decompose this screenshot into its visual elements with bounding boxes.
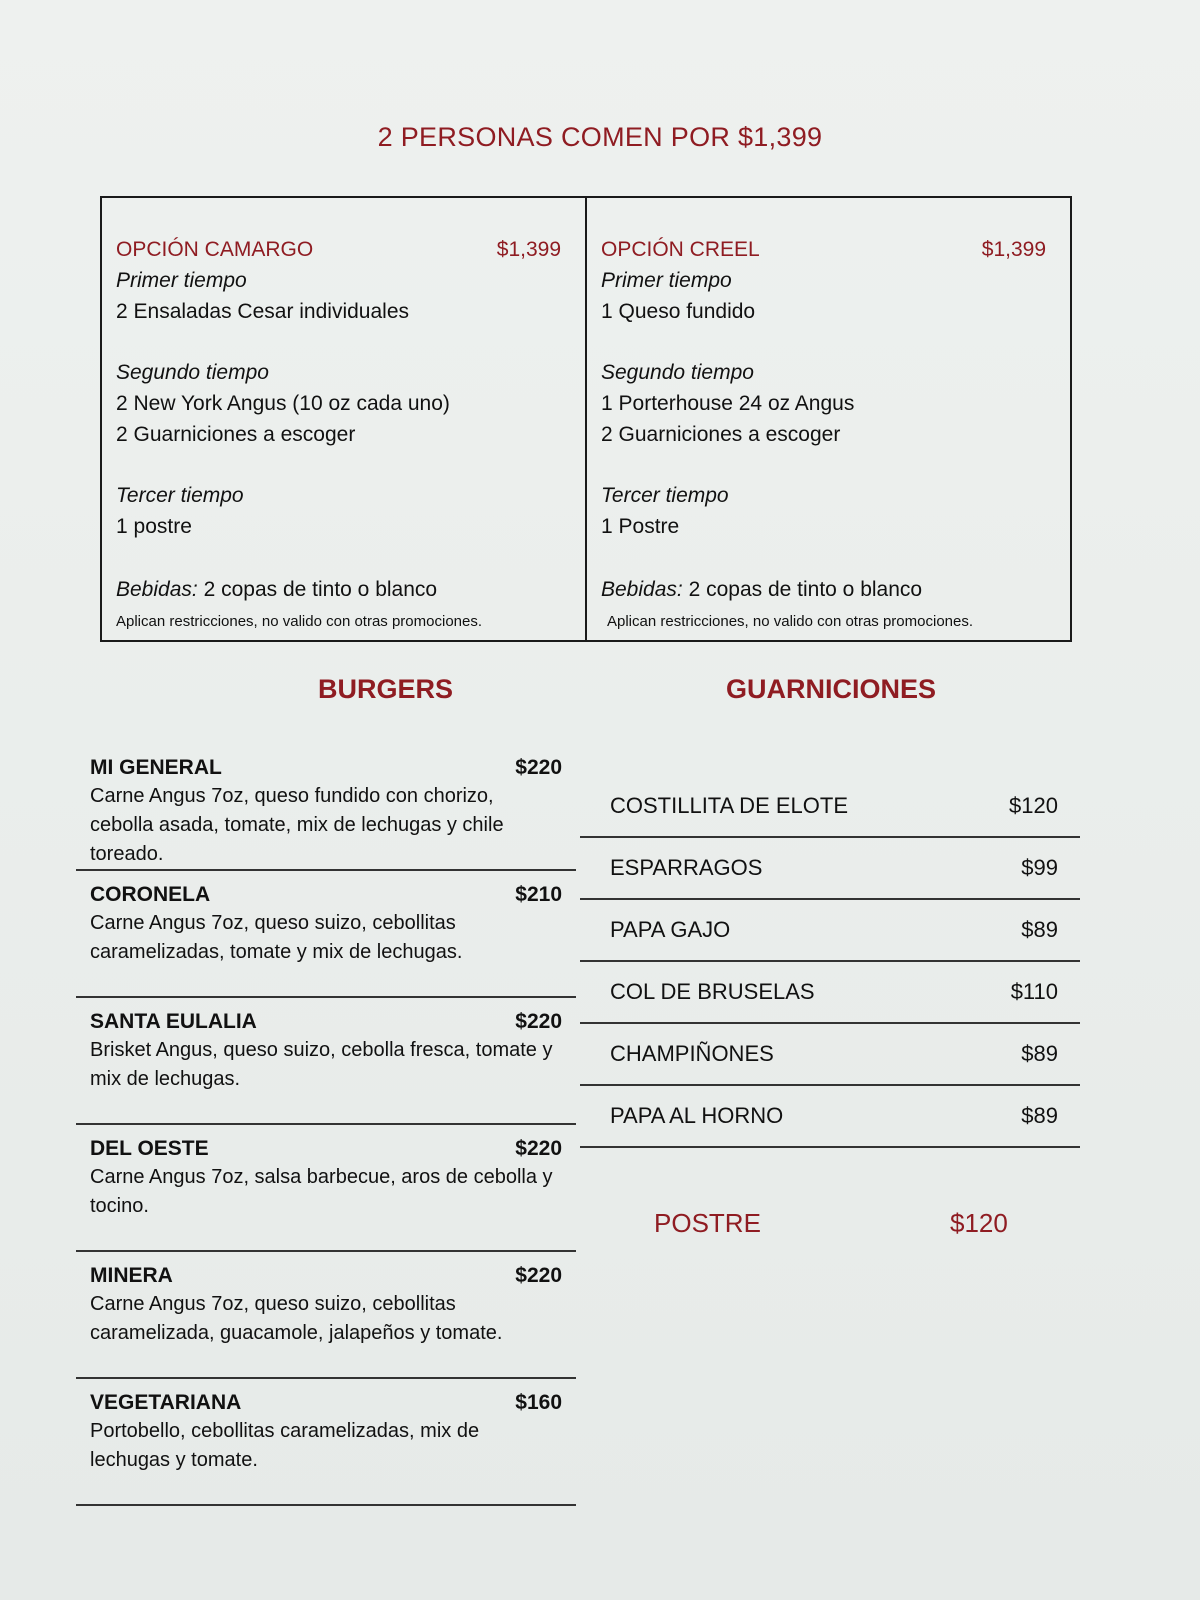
list-item [76, 1252, 576, 1379]
page-title: 2 PERSONAS COMEN POR $1,399 [377, 122, 823, 152]
promo-box [100, 196, 1072, 642]
course-label: Segundo tiempo [116, 361, 269, 384]
side-price: $89 [1021, 917, 1058, 942]
course-item: 1 Queso fundido [601, 300, 756, 323]
promo-price: $1,399 [981, 238, 1046, 261]
course-label: Tercer tiempo [116, 484, 244, 507]
burger-price: $220 [515, 756, 562, 779]
side-name: ESPARRAGOS [610, 855, 763, 880]
burgers-heading: BURGERS [318, 674, 454, 704]
burger-price: $220 [515, 1010, 562, 1033]
side-name: PAPA AL HORNO [610, 1103, 784, 1128]
drinks-line [116, 574, 437, 605]
list-item [580, 962, 1080, 1024]
burger-price: $210 [515, 883, 562, 906]
course-label: Primer tiempo [601, 269, 732, 292]
postre-label: POSTRE [654, 1208, 761, 1238]
side-name: COSTILLITA DE ELOTE [610, 793, 848, 818]
burger-name: CORONELA [90, 883, 211, 906]
side-price: $110 [1010, 979, 1058, 1004]
side-price: $120 [1009, 793, 1058, 818]
list-item [76, 998, 576, 1125]
sides-list [580, 776, 1080, 1148]
course-item: 2 Guarniciones a escoger [116, 423, 356, 446]
burger-description: Carne Angus 7oz, queso fundido con chorizo, cebolla asada, tomate, mix de lechugas y chile toreado. [90, 785, 504, 865]
drinks-label: Bebidas: [116, 578, 198, 601]
list-item [580, 776, 1080, 838]
list-item [76, 1125, 576, 1252]
course-item: 1 postre [116, 515, 192, 538]
list-item [580, 1086, 1080, 1148]
burger-price: $160 [515, 1391, 562, 1414]
list-item [580, 1024, 1080, 1086]
list-item [76, 744, 576, 871]
burger-name: MINERA [90, 1264, 173, 1287]
burger-description: Brisket Angus, queso suizo, cebolla fresca, tomate y mix de lechugas. [90, 1039, 553, 1090]
list-item [76, 1379, 576, 1506]
side-price: $99 [1021, 855, 1058, 880]
promo-option-camargo [102, 198, 585, 640]
promo-header [601, 234, 1056, 265]
side-name: PAPA GAJO [610, 917, 731, 942]
burger-price: $220 [515, 1137, 562, 1160]
course-item: 2 Guarniciones a escoger [601, 423, 841, 446]
list-item [580, 900, 1080, 962]
drinks-value: 2 copas de tinto o blanco [688, 578, 923, 601]
burger-name: MI GENERAL [90, 756, 222, 779]
burgers-list [76, 744, 576, 1506]
postre-price: $120 [950, 1208, 1008, 1238]
burger-name: DEL OESTE [90, 1137, 209, 1160]
promo-name: OPCIÓN CAMARGO [116, 238, 314, 261]
burger-description: Carne Angus 7oz, queso suizo, cebollitas caramelizada, guacamole, jalapeños y tomate. [90, 1293, 503, 1344]
sides-heading: GUARNICIONES [726, 674, 937, 704]
course-label: Primer tiempo [116, 269, 247, 292]
side-price: $89 [1021, 1041, 1058, 1066]
burger-name: SANTA EULALIA [90, 1010, 257, 1033]
restrictions-note: Aplican restricciones, no valido con otras promociones. [607, 613, 974, 630]
list-item [76, 871, 576, 998]
burger-price: $220 [515, 1264, 562, 1287]
drinks-label: Bebidas: [601, 578, 683, 601]
restrictions-note: Aplican restricciones, no valido con otras promociones. [116, 613, 483, 630]
side-name: CHAMPIÑONES [610, 1041, 774, 1066]
side-name: COL DE BRUSELAS [610, 979, 815, 1004]
burger-description: Carne Angus 7oz, queso suizo, cebollitas caramelizadas, tomate y mix de lechugas. [90, 912, 463, 963]
drinks-line [601, 574, 922, 605]
course-label: Segundo tiempo [601, 361, 754, 384]
burger-description: Carne Angus 7oz, salsa barbecue, aros de cebolla y tocino. [90, 1166, 553, 1217]
promo-name: OPCIÓN CREEL [601, 238, 760, 261]
course-item: 2 Ensaladas Cesar individuales [116, 300, 410, 323]
list-item [580, 838, 1080, 900]
side-price: $89 [1021, 1103, 1058, 1128]
burger-description: Portobello, cebollitas caramelizadas, mix de lechugas y tomate. [90, 1420, 480, 1471]
burger-name: VEGETARIANA [90, 1391, 242, 1414]
course-item: 1 Porterhouse 24 oz Angus [601, 392, 855, 415]
promo-header [116, 234, 571, 265]
course-item: 1 Postre [601, 515, 680, 538]
course-label: Tercer tiempo [601, 484, 729, 507]
promo-price: $1,399 [496, 238, 561, 261]
promo-option-creel [585, 198, 1070, 640]
drinks-value: 2 copas de tinto o blanco [203, 578, 438, 601]
course-item: 2 New York Angus (10 oz cada uno) [116, 392, 450, 415]
